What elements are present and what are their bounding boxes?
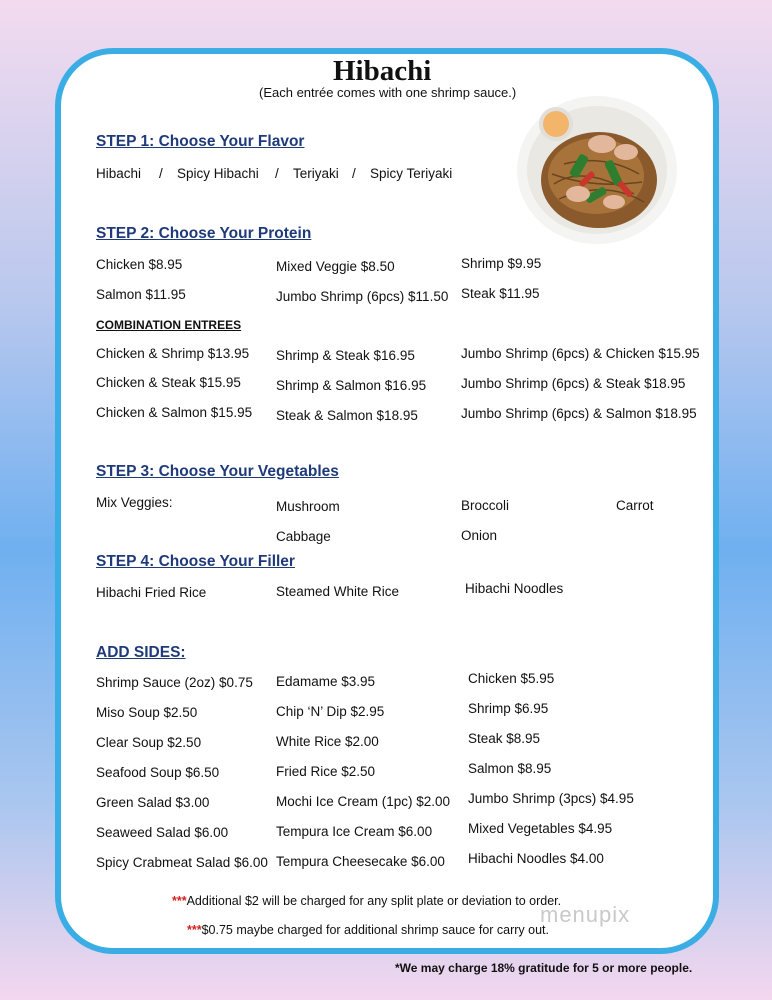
step3-heading: STEP 3: Choose Your Vegetables — [96, 463, 339, 480]
note-text: Additional $2 will be charged for any split plate or deviation to order. — [186, 894, 562, 908]
protein-item: Mixed Veggie $8.50 — [276, 259, 395, 274]
split-plate-note — [172, 894, 561, 908]
protein-item: Chicken $8.95 — [96, 257, 183, 272]
add-sides-heading: ADD SIDES: — [96, 644, 186, 661]
side-item: White Rice $2.00 — [276, 734, 379, 749]
side-item: Miso Soup $2.50 — [96, 705, 198, 720]
combo-item: Shrimp & Steak $16.95 — [276, 348, 415, 363]
side-item: Fried Rice $2.50 — [276, 764, 376, 779]
side-item: Chicken $5.95 — [468, 671, 555, 686]
filler-item: Steamed White Rice — [276, 584, 400, 599]
separator: / — [275, 166, 279, 181]
side-item: Mochi Ice Cream (1pc) $2.00 — [276, 794, 451, 809]
shrimp-sauce-note — [187, 923, 549, 937]
side-item: Shrimp $6.95 — [468, 701, 549, 716]
side-item: Seaweed Salad $6.00 — [96, 825, 229, 840]
separator: / — [352, 166, 356, 181]
protein-item: Shrimp $9.95 — [461, 256, 542, 271]
vegetable-item: Cabbage — [276, 529, 331, 544]
combo-item: Shrimp & Salmon $16.95 — [276, 378, 427, 393]
filler-item: Hibachi Noodles — [465, 581, 564, 596]
side-item: Clear Soup $2.50 — [96, 735, 202, 750]
page-subtitle: (Each entrée comes with one shrimp sauce.) — [259, 85, 517, 100]
combination-heading: COMBINATION ENTREES — [96, 318, 242, 332]
combo-item: Jumbo Shrimp (6pcs) & Chicken $15.95 — [461, 346, 700, 361]
side-item: Salmon $8.95 — [468, 761, 552, 776]
gratuity-footer: *We may charge 18% gratitude for 5 or more people. — [395, 961, 693, 975]
combo-item: Jumbo Shrimp (6pcs) & Salmon $18.95 — [461, 406, 697, 421]
protein-item: Jumbo Shrimp (6pcs) $11.50 — [276, 289, 449, 304]
flavor-option: Spicy Hibachi — [177, 166, 259, 181]
hibachi-dish-image — [514, 84, 680, 250]
side-item: Spicy Crabmeat Salad $6.00 — [96, 855, 268, 870]
watermark: menupix — [540, 902, 631, 927]
side-item: Chip ‘N’ Dip $2.95 — [276, 704, 385, 719]
note-stars: *** — [187, 923, 202, 937]
side-item: Edamame $3.95 — [276, 674, 376, 689]
note-text: $0.75 maybe charged for additional shrimp sauce for carry out. — [201, 923, 549, 937]
side-item: Tempura Ice Cream $6.00 — [276, 824, 433, 839]
flavor-option: Teriyaki — [293, 166, 339, 181]
vegetable-item: Mushroom — [276, 499, 340, 514]
combo-item: Chicken & Steak $15.95 — [96, 375, 241, 390]
step2-heading: STEP 2: Choose Your Protein — [96, 225, 312, 242]
page-title: Hibachi — [333, 55, 432, 87]
side-item: Steak $8.95 — [468, 731, 541, 746]
side-item: Shrimp Sauce (2oz) $0.75 — [96, 675, 253, 690]
combo-item: Chicken & Salmon $15.95 — [96, 405, 253, 420]
step4-heading: STEP 4: Choose Your Filler — [96, 553, 295, 570]
side-item: Mixed Vegetables $4.95 — [468, 821, 613, 836]
side-item: Tempura Cheesecake $6.00 — [276, 854, 445, 869]
step1-heading: STEP 1: Choose Your Flavor — [96, 133, 305, 150]
vegetable-item: Carrot — [616, 498, 654, 513]
flavor-option: Spicy Teriyaki — [370, 166, 453, 181]
side-item: Jumbo Shrimp (3pcs) $4.95 — [468, 791, 634, 806]
side-item: Hibachi Noodles $4.00 — [468, 851, 604, 866]
side-item: Seafood Soup $6.50 — [96, 765, 220, 780]
combo-item: Jumbo Shrimp (6pcs) & Steak $18.95 — [461, 376, 686, 391]
mix-veggies-label: Mix Veggies: — [96, 495, 173, 510]
flavor-option: Hibachi — [96, 166, 142, 181]
combo-item: Steak & Salmon $18.95 — [276, 408, 418, 423]
vegetable-item: Broccoli — [461, 498, 510, 513]
vegetable-item: Onion — [461, 528, 498, 543]
protein-item: Steak $11.95 — [461, 286, 540, 301]
note-stars: *** — [172, 894, 187, 908]
protein-item: Salmon $11.95 — [96, 287, 186, 302]
separator: / — [159, 166, 163, 181]
filler-item: Hibachi Fried Rice — [96, 585, 207, 600]
combo-item: Chicken & Shrimp $13.95 — [96, 346, 250, 361]
side-item: Green Salad $3.00 — [96, 795, 210, 810]
